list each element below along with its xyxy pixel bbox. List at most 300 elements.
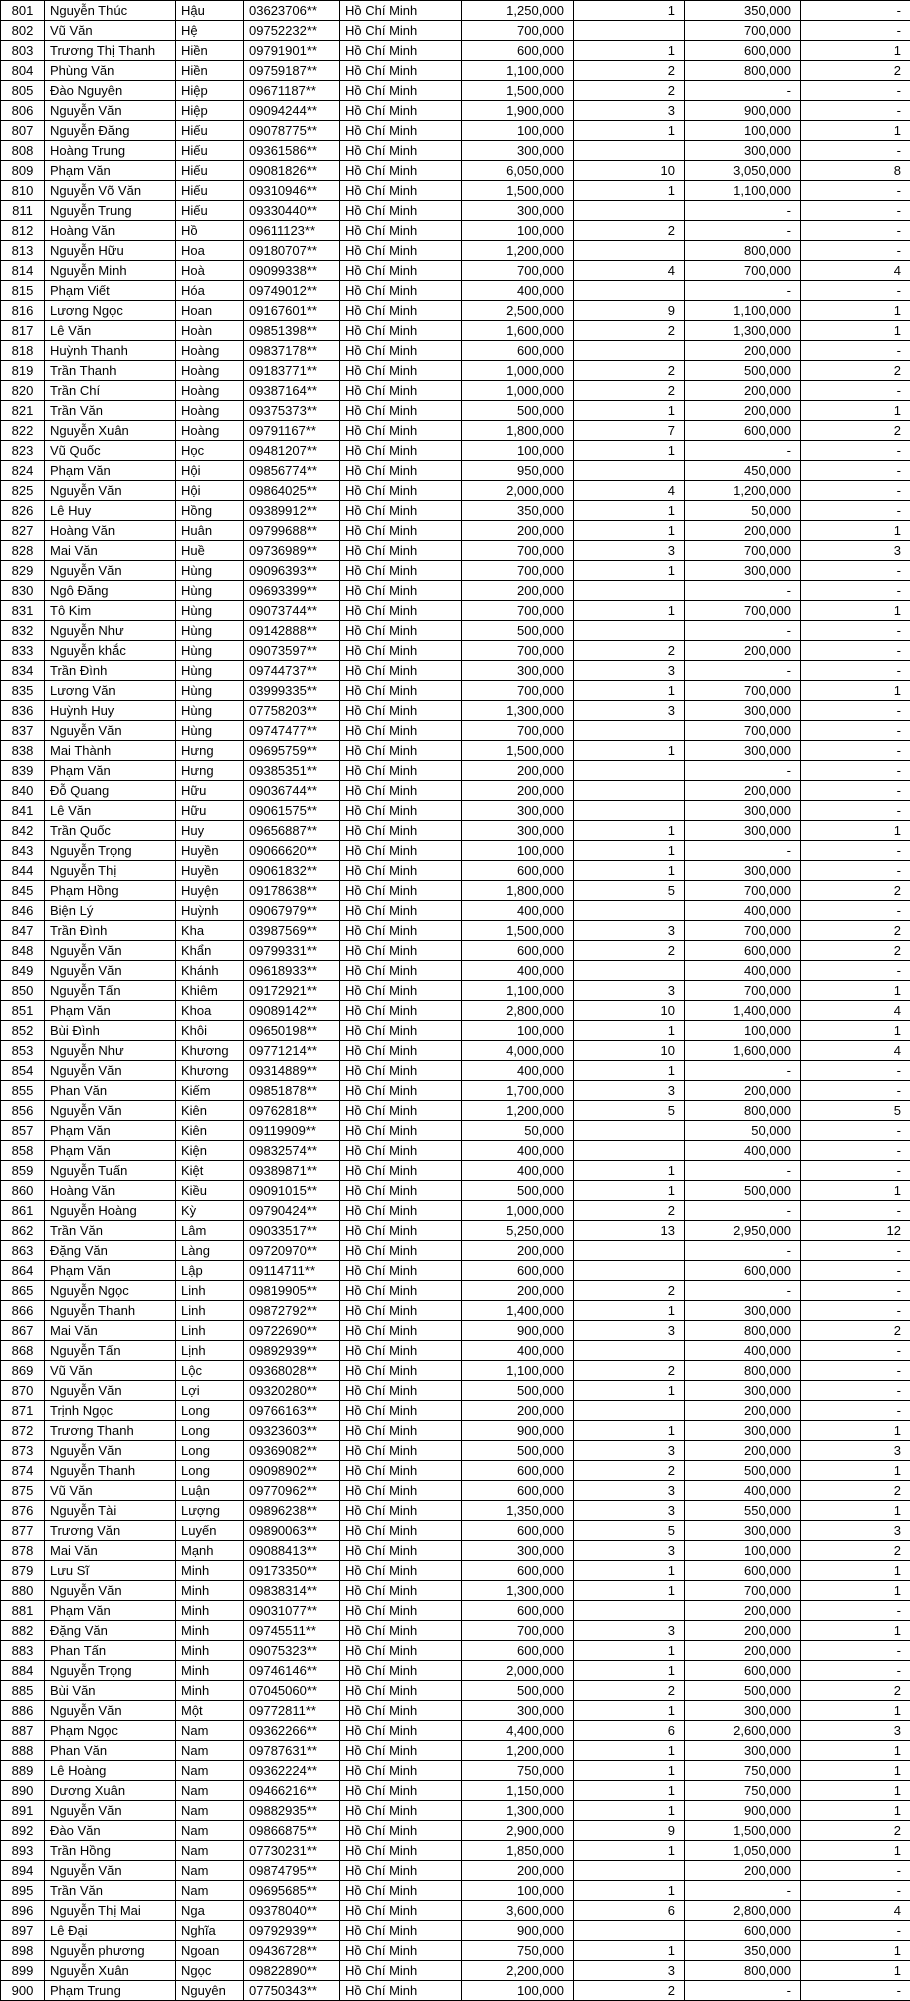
cell-paid-amount[interactable]: - — [685, 1201, 801, 1221]
cell-phone[interactable]: 09656887** — [244, 821, 340, 841]
cell-city[interactable]: Hồ Chí Minh — [340, 1461, 462, 1481]
cell-city[interactable]: Hồ Chí Minh — [340, 361, 462, 381]
cell-total-amount[interactable]: 2,900,000 — [462, 1821, 574, 1841]
cell-phone[interactable]: 09073597** — [244, 641, 340, 661]
cell-row-number[interactable]: 866 — [1, 1301, 45, 1321]
cell-count-1[interactable]: 1 — [574, 441, 685, 461]
cell-count-2[interactable]: - — [801, 1121, 910, 1141]
cell-phone[interactable]: 09091015** — [244, 1181, 340, 1201]
cell-first-name[interactable]: Kỳ — [176, 1201, 244, 1221]
cell-first-name[interactable]: Hùng — [176, 661, 244, 681]
cell-paid-amount[interactable]: - — [685, 1281, 801, 1301]
cell-city[interactable]: Hồ Chí Minh — [340, 1361, 462, 1381]
cell-paid-amount[interactable]: - — [685, 441, 801, 461]
cell-row-number[interactable]: 863 — [1, 1241, 45, 1261]
cell-count-2[interactable]: - — [801, 441, 910, 461]
cell-city[interactable]: Hồ Chí Minh — [340, 1, 462, 21]
cell-paid-amount[interactable]: 200,000 — [685, 641, 801, 661]
cell-paid-amount[interactable]: 500,000 — [685, 1181, 801, 1201]
cell-count-2[interactable]: - — [801, 1981, 910, 2001]
cell-city[interactable]: Hồ Chí Minh — [340, 1581, 462, 1601]
cell-last-name[interactable]: Trần Văn — [45, 1221, 176, 1241]
cell-city[interactable]: Hồ Chí Minh — [340, 1301, 462, 1321]
cell-first-name[interactable]: Hùng — [176, 601, 244, 621]
cell-last-name[interactable]: Huỳnh Huy — [45, 701, 176, 721]
cell-first-name[interactable]: Luận — [176, 1481, 244, 1501]
cell-row-number[interactable]: 886 — [1, 1701, 45, 1721]
cell-phone[interactable]: 09822890** — [244, 1961, 340, 1981]
cell-phone[interactable]: 09075323** — [244, 1641, 340, 1661]
cell-paid-amount[interactable]: 700,000 — [685, 1581, 801, 1601]
cell-city[interactable]: Hồ Chí Minh — [340, 981, 462, 1001]
cell-first-name[interactable]: Hùng — [176, 641, 244, 661]
cell-count-1[interactable]: 1 — [574, 681, 685, 701]
cell-city[interactable]: Hồ Chí Minh — [340, 761, 462, 781]
cell-paid-amount[interactable]: - — [685, 761, 801, 781]
cell-city[interactable]: Hồ Chí Minh — [340, 1681, 462, 1701]
cell-count-1[interactable]: 2 — [574, 1201, 685, 1221]
cell-row-number[interactable]: 847 — [1, 921, 45, 941]
cell-row-number[interactable]: 820 — [1, 381, 45, 401]
cell-paid-amount[interactable]: 200,000 — [685, 1621, 801, 1641]
cell-total-amount[interactable]: 600,000 — [462, 1481, 574, 1501]
cell-first-name[interactable]: Nam — [176, 1841, 244, 1861]
cell-first-name[interactable]: Huề — [176, 541, 244, 561]
cell-count-2[interactable]: - — [801, 961, 910, 981]
cell-count-1[interactable] — [574, 1141, 685, 1161]
cell-total-amount[interactable]: 2,200,000 — [462, 1961, 574, 1981]
cell-last-name[interactable]: Đặng Văn — [45, 1241, 176, 1261]
cell-count-1[interactable]: 1 — [574, 1561, 685, 1581]
cell-paid-amount[interactable]: 600,000 — [685, 1561, 801, 1581]
cell-city[interactable]: Hồ Chí Minh — [340, 1961, 462, 1981]
cell-count-2[interactable]: - — [801, 1241, 910, 1261]
cell-count-1[interactable]: 3 — [574, 981, 685, 1001]
cell-total-amount[interactable]: 200,000 — [462, 761, 574, 781]
cell-city[interactable]: Hồ Chí Minh — [340, 1841, 462, 1861]
cell-phone[interactable]: 07758203** — [244, 701, 340, 721]
cell-paid-amount[interactable]: 200,000 — [685, 1401, 801, 1421]
cell-count-2[interactable]: - — [801, 861, 910, 881]
cell-phone[interactable]: 09081826** — [244, 161, 340, 181]
cell-count-1[interactable]: 1 — [574, 1381, 685, 1401]
cell-total-amount[interactable]: 300,000 — [462, 201, 574, 221]
cell-phone[interactable]: 09896238** — [244, 1501, 340, 1521]
cell-last-name[interactable]: Nguyễn Ngọc — [45, 1281, 176, 1301]
cell-count-1[interactable]: 1 — [574, 601, 685, 621]
cell-paid-amount[interactable]: 750,000 — [685, 1781, 801, 1801]
cell-count-1[interactable]: 1 — [574, 861, 685, 881]
cell-row-number[interactable]: 884 — [1, 1661, 45, 1681]
cell-city[interactable]: Hồ Chí Minh — [340, 1981, 462, 2001]
cell-first-name[interactable]: Lượng — [176, 1501, 244, 1521]
cell-count-1[interactable] — [574, 341, 685, 361]
cell-paid-amount[interactable]: 300,000 — [685, 1741, 801, 1761]
cell-phone[interactable]: 09114711** — [244, 1261, 340, 1281]
cell-count-2[interactable]: 5 — [801, 1101, 910, 1121]
cell-row-number[interactable]: 897 — [1, 1921, 45, 1941]
cell-city[interactable]: Hồ Chí Minh — [340, 1421, 462, 1441]
cell-count-1[interactable] — [574, 721, 685, 741]
cell-paid-amount[interactable]: 1,050,000 — [685, 1841, 801, 1861]
cell-last-name[interactable]: Nguyễn Văn — [45, 561, 176, 581]
cell-total-amount[interactable]: 50,000 — [462, 1121, 574, 1141]
cell-last-name[interactable]: Trần Thanh — [45, 361, 176, 381]
cell-total-amount[interactable]: 500,000 — [462, 1181, 574, 1201]
cell-total-amount[interactable]: 600,000 — [462, 1641, 574, 1661]
cell-first-name[interactable]: Huyện — [176, 881, 244, 901]
cell-first-name[interactable]: Lịnh — [176, 1341, 244, 1361]
cell-count-1[interactable] — [574, 621, 685, 641]
cell-count-1[interactable]: 2 — [574, 941, 685, 961]
cell-total-amount[interactable]: 1,850,000 — [462, 1841, 574, 1861]
cell-first-name[interactable]: Hùng — [176, 621, 244, 641]
cell-first-name[interactable]: Hiền — [176, 61, 244, 81]
cell-total-amount[interactable]: 2,500,000 — [462, 301, 574, 321]
cell-count-1[interactable]: 3 — [574, 1321, 685, 1341]
cell-phone[interactable]: 09693399** — [244, 581, 340, 601]
cell-row-number[interactable]: 861 — [1, 1201, 45, 1221]
cell-last-name[interactable]: Nguyễn Tấn — [45, 1341, 176, 1361]
cell-paid-amount[interactable]: - — [685, 1981, 801, 2001]
cell-phone[interactable]: 09838314** — [244, 1581, 340, 1601]
cell-row-number[interactable]: 837 — [1, 721, 45, 741]
cell-phone[interactable]: 09172921** — [244, 981, 340, 1001]
cell-count-2[interactable]: 2 — [801, 361, 910, 381]
cell-last-name[interactable]: Nguyễn Văn — [45, 101, 176, 121]
cell-last-name[interactable]: Biện Lý — [45, 901, 176, 921]
cell-count-2[interactable]: 3 — [801, 1721, 910, 1741]
cell-row-number[interactable]: 815 — [1, 281, 45, 301]
cell-paid-amount[interactable]: 200,000 — [685, 1601, 801, 1621]
cell-first-name[interactable]: Học — [176, 441, 244, 461]
cell-phone[interactable]: 09851878** — [244, 1081, 340, 1101]
cell-city[interactable]: Hồ Chí Minh — [340, 661, 462, 681]
cell-first-name[interactable]: Hệ — [176, 21, 244, 41]
cell-total-amount[interactable]: 600,000 — [462, 1601, 574, 1621]
cell-city[interactable]: Hồ Chí Minh — [340, 1061, 462, 1081]
cell-phone[interactable]: 09481207** — [244, 441, 340, 461]
cell-row-number[interactable]: 808 — [1, 141, 45, 161]
cell-count-2[interactable]: - — [801, 21, 910, 41]
cell-total-amount[interactable]: 300,000 — [462, 1541, 574, 1561]
cell-count-2[interactable]: - — [801, 721, 910, 741]
cell-paid-amount[interactable]: 700,000 — [685, 881, 801, 901]
cell-city[interactable]: Hồ Chí Minh — [340, 461, 462, 481]
cell-first-name[interactable]: Hóa — [176, 281, 244, 301]
cell-paid-amount[interactable]: 50,000 — [685, 501, 801, 521]
cell-city[interactable]: Hồ Chí Minh — [340, 341, 462, 361]
cell-phone[interactable]: 09387164** — [244, 381, 340, 401]
cell-paid-amount[interactable]: 100,000 — [685, 1021, 801, 1041]
cell-count-1[interactable]: 1 — [574, 1781, 685, 1801]
cell-phone[interactable]: 09856774** — [244, 461, 340, 481]
cell-paid-amount[interactable]: - — [685, 201, 801, 221]
cell-first-name[interactable]: Khôi — [176, 1021, 244, 1041]
cell-city[interactable]: Hồ Chí Minh — [340, 1821, 462, 1841]
cell-row-number[interactable]: 865 — [1, 1281, 45, 1301]
cell-first-name[interactable]: Hoàng — [176, 401, 244, 421]
cell-count-2[interactable]: 4 — [801, 1001, 910, 1021]
cell-last-name[interactable]: Vũ Văn — [45, 1361, 176, 1381]
cell-phone[interactable]: 09330440** — [244, 201, 340, 221]
cell-last-name[interactable]: Trương Thị Thanh — [45, 41, 176, 61]
cell-city[interactable]: Hồ Chí Minh — [340, 1081, 462, 1101]
cell-last-name[interactable]: Trần Chí — [45, 381, 176, 401]
cell-count-1[interactable]: 1 — [574, 1, 685, 21]
cell-first-name[interactable]: Hoà — [176, 261, 244, 281]
cell-paid-amount[interactable]: 700,000 — [685, 681, 801, 701]
cell-phone[interactable]: 09722690** — [244, 1321, 340, 1341]
cell-paid-amount[interactable]: 700,000 — [685, 981, 801, 1001]
cell-city[interactable]: Hồ Chí Minh — [340, 1281, 462, 1301]
cell-first-name[interactable]: Nam — [176, 1881, 244, 1901]
cell-count-1[interactable]: 13 — [574, 1221, 685, 1241]
cell-city[interactable]: Hồ Chí Minh — [340, 421, 462, 441]
cell-count-1[interactable]: 3 — [574, 921, 685, 941]
cell-phone[interactable]: 09890063** — [244, 1521, 340, 1541]
cell-row-number[interactable]: 821 — [1, 401, 45, 421]
cell-paid-amount[interactable]: 300,000 — [685, 1701, 801, 1721]
cell-count-1[interactable] — [574, 1861, 685, 1881]
cell-phone[interactable]: 09096393** — [244, 561, 340, 581]
cell-count-1[interactable]: 3 — [574, 1501, 685, 1521]
cell-last-name[interactable]: Nguyễn Trọng — [45, 1661, 176, 1681]
cell-total-amount[interactable]: 700,000 — [462, 541, 574, 561]
cell-total-amount[interactable]: 400,000 — [462, 901, 574, 921]
cell-first-name[interactable]: Hoàng — [176, 341, 244, 361]
cell-first-name[interactable]: Hiếu — [176, 121, 244, 141]
cell-first-name[interactable]: Hoa — [176, 241, 244, 261]
cell-first-name[interactable]: Làng — [176, 1241, 244, 1261]
cell-last-name[interactable]: Nguyễn Võ Văn — [45, 181, 176, 201]
cell-city[interactable]: Hồ Chí Minh — [340, 161, 462, 181]
cell-count-2[interactable]: - — [801, 141, 910, 161]
cell-first-name[interactable]: Hiền — [176, 41, 244, 61]
cell-count-2[interactable]: - — [801, 1141, 910, 1161]
cell-city[interactable]: Hồ Chí Minh — [340, 521, 462, 541]
cell-city[interactable]: Hồ Chí Minh — [340, 1781, 462, 1801]
cell-phone[interactable]: 09073744** — [244, 601, 340, 621]
cell-paid-amount[interactable]: 2,950,000 — [685, 1221, 801, 1241]
cell-total-amount[interactable]: 200,000 — [462, 581, 574, 601]
cell-city[interactable]: Hồ Chí Minh — [340, 1641, 462, 1661]
cell-last-name[interactable]: Hoàng Trung — [45, 141, 176, 161]
cell-count-1[interactable]: 3 — [574, 701, 685, 721]
cell-row-number[interactable]: 832 — [1, 621, 45, 641]
cell-phone[interactable]: 09031077** — [244, 1601, 340, 1621]
cell-last-name[interactable]: Hoàng Văn — [45, 521, 176, 541]
cell-total-amount[interactable]: 200,000 — [462, 781, 574, 801]
cell-total-amount[interactable]: 400,000 — [462, 281, 574, 301]
cell-phone[interactable]: 09744737** — [244, 661, 340, 681]
cell-phone[interactable]: 09695685** — [244, 1881, 340, 1901]
cell-total-amount[interactable]: 1,100,000 — [462, 981, 574, 1001]
cell-count-2[interactable]: - — [801, 1161, 910, 1181]
cell-city[interactable]: Hồ Chí Minh — [340, 181, 462, 201]
cell-total-amount[interactable]: 200,000 — [462, 1401, 574, 1421]
cell-count-2[interactable]: - — [801, 221, 910, 241]
cell-paid-amount[interactable]: 200,000 — [685, 341, 801, 361]
cell-row-number[interactable]: 803 — [1, 41, 45, 61]
cell-count-1[interactable] — [574, 1341, 685, 1361]
cell-count-1[interactable]: 2 — [574, 361, 685, 381]
cell-total-amount[interactable]: 500,000 — [462, 1441, 574, 1461]
cell-last-name[interactable]: Bùi Văn — [45, 1681, 176, 1701]
cell-row-number[interactable]: 839 — [1, 761, 45, 781]
cell-count-2[interactable]: - — [801, 341, 910, 361]
cell-last-name[interactable]: Lưu Sĩ — [45, 1561, 176, 1581]
cell-row-number[interactable]: 834 — [1, 661, 45, 681]
cell-row-number[interactable]: 874 — [1, 1461, 45, 1481]
cell-last-name[interactable]: Trần Hồng — [45, 1841, 176, 1861]
cell-total-amount[interactable]: 600,000 — [462, 941, 574, 961]
cell-row-number[interactable]: 849 — [1, 961, 45, 981]
cell-count-2[interactable]: - — [801, 101, 910, 121]
cell-row-number[interactable]: 842 — [1, 821, 45, 841]
cell-city[interactable]: Hồ Chí Minh — [340, 1521, 462, 1541]
cell-first-name[interactable]: Hưng — [176, 741, 244, 761]
cell-city[interactable]: Hồ Chí Minh — [340, 81, 462, 101]
cell-first-name[interactable]: Hội — [176, 461, 244, 481]
cell-last-name[interactable]: Đào Nguyên — [45, 81, 176, 101]
cell-count-2[interactable]: - — [801, 1401, 910, 1421]
cell-total-amount[interactable]: 1,400,000 — [462, 1301, 574, 1321]
cell-count-2[interactable]: - — [801, 781, 910, 801]
cell-total-amount[interactable]: 400,000 — [462, 1141, 574, 1161]
cell-count-1[interactable]: 1 — [574, 1301, 685, 1321]
cell-first-name[interactable]: Luyến — [176, 1521, 244, 1541]
cell-paid-amount[interactable]: 300,000 — [685, 1381, 801, 1401]
cell-phone[interactable]: 09067979** — [244, 901, 340, 921]
cell-first-name[interactable]: Linh — [176, 1301, 244, 1321]
cell-row-number[interactable]: 870 — [1, 1381, 45, 1401]
cell-count-1[interactable]: 5 — [574, 1521, 685, 1541]
cell-phone[interactable]: 09720970** — [244, 1241, 340, 1261]
cell-phone[interactable]: 09362224** — [244, 1761, 340, 1781]
cell-count-2[interactable]: - — [801, 1301, 910, 1321]
cell-count-2[interactable]: 1 — [801, 1621, 910, 1641]
cell-city[interactable]: Hồ Chí Minh — [340, 241, 462, 261]
cell-total-amount[interactable]: 1,200,000 — [462, 1101, 574, 1121]
cell-count-1[interactable]: 1 — [574, 1841, 685, 1861]
cell-total-amount[interactable]: 950,000 — [462, 461, 574, 481]
cell-phone[interactable]: 09866875** — [244, 1821, 340, 1841]
cell-last-name[interactable]: Hoàng Văn — [45, 1181, 176, 1201]
cell-total-amount[interactable]: 1,200,000 — [462, 241, 574, 261]
cell-row-number[interactable]: 860 — [1, 1181, 45, 1201]
cell-paid-amount[interactable]: 100,000 — [685, 121, 801, 141]
cell-count-2[interactable]: 4 — [801, 1041, 910, 1061]
cell-last-name[interactable]: Phạm Văn — [45, 1001, 176, 1021]
cell-last-name[interactable]: Đào Văn — [45, 1821, 176, 1841]
cell-row-number[interactable]: 841 — [1, 801, 45, 821]
cell-first-name[interactable]: Minh — [176, 1561, 244, 1581]
cell-total-amount[interactable]: 400,000 — [462, 961, 574, 981]
cell-total-amount[interactable]: 1,150,000 — [462, 1781, 574, 1801]
cell-total-amount[interactable]: 600,000 — [462, 41, 574, 61]
cell-row-number[interactable]: 823 — [1, 441, 45, 461]
cell-first-name[interactable]: Minh — [176, 1681, 244, 1701]
cell-first-name[interactable]: Long — [176, 1421, 244, 1441]
cell-count-1[interactable]: 7 — [574, 421, 685, 441]
cell-count-2[interactable]: 1 — [801, 521, 910, 541]
cell-paid-amount[interactable]: 750,000 — [685, 1761, 801, 1781]
cell-first-name[interactable]: Nam — [176, 1741, 244, 1761]
cell-first-name[interactable]: Hưng — [176, 761, 244, 781]
cell-paid-amount[interactable]: 800,000 — [685, 241, 801, 261]
cell-city[interactable]: Hồ Chí Minh — [340, 21, 462, 41]
cell-city[interactable]: Hồ Chí Minh — [340, 1741, 462, 1761]
cell-count-1[interactable]: 1 — [574, 1581, 685, 1601]
cell-first-name[interactable]: Hữu — [176, 801, 244, 821]
cell-last-name[interactable]: Vũ Quốc — [45, 441, 176, 461]
cell-count-2[interactable]: - — [801, 1601, 910, 1621]
cell-first-name[interactable]: Hùng — [176, 681, 244, 701]
cell-last-name[interactable]: Phạm Văn — [45, 1601, 176, 1621]
cell-count-1[interactable]: 1 — [574, 41, 685, 61]
cell-phone[interactable]: 09762818** — [244, 1101, 340, 1121]
cell-count-2[interactable]: 2 — [801, 1681, 910, 1701]
cell-paid-amount[interactable]: 100,000 — [685, 1541, 801, 1561]
cell-count-1[interactable]: 9 — [574, 1821, 685, 1841]
cell-paid-amount[interactable]: 700,000 — [685, 541, 801, 561]
cell-row-number[interactable]: 852 — [1, 1021, 45, 1041]
cell-row-number[interactable]: 893 — [1, 1841, 45, 1861]
cell-total-amount[interactable]: 300,000 — [462, 821, 574, 841]
cell-phone[interactable]: 09799331** — [244, 941, 340, 961]
cell-phone[interactable]: 09173350** — [244, 1561, 340, 1581]
cell-phone[interactable]: 09790424** — [244, 1201, 340, 1221]
cell-paid-amount[interactable]: - — [685, 221, 801, 241]
cell-row-number[interactable]: 828 — [1, 541, 45, 561]
cell-paid-amount[interactable]: 300,000 — [685, 141, 801, 161]
cell-paid-amount[interactable]: 200,000 — [685, 1861, 801, 1881]
cell-last-name[interactable]: Nguyễn Đăng — [45, 121, 176, 141]
cell-first-name[interactable]: Hoàng — [176, 421, 244, 441]
cell-last-name[interactable]: Nguyễn khắc — [45, 641, 176, 661]
cell-total-amount[interactable]: 1,200,000 — [462, 1741, 574, 1761]
cell-row-number[interactable]: 894 — [1, 1861, 45, 1881]
cell-city[interactable]: Hồ Chí Minh — [340, 501, 462, 521]
cell-city[interactable]: Hồ Chí Minh — [340, 1221, 462, 1241]
cell-count-2[interactable]: 1 — [801, 1961, 910, 1981]
cell-paid-amount[interactable]: 550,000 — [685, 1501, 801, 1521]
cell-total-amount[interactable]: 600,000 — [462, 1461, 574, 1481]
cell-first-name[interactable]: Hiệp — [176, 101, 244, 121]
cell-first-name[interactable]: Nam — [176, 1721, 244, 1741]
cell-count-1[interactable] — [574, 141, 685, 161]
cell-first-name[interactable]: Minh — [176, 1641, 244, 1661]
cell-city[interactable]: Hồ Chí Minh — [340, 641, 462, 661]
cell-phone[interactable]: 09747477** — [244, 721, 340, 741]
cell-phone[interactable]: 09799688** — [244, 521, 340, 541]
cell-count-1[interactable]: 3 — [574, 1481, 685, 1501]
cell-count-1[interactable]: 2 — [574, 321, 685, 341]
cell-paid-amount[interactable]: 500,000 — [685, 1681, 801, 1701]
cell-first-name[interactable]: Kiên — [176, 1101, 244, 1121]
cell-count-2[interactable]: - — [801, 1081, 910, 1101]
cell-row-number[interactable]: 877 — [1, 1521, 45, 1541]
cell-row-number[interactable]: 811 — [1, 201, 45, 221]
cell-count-2[interactable]: 1 — [801, 601, 910, 621]
cell-phone[interactable]: 09088413** — [244, 1541, 340, 1561]
cell-last-name[interactable]: Nguyễn Văn — [45, 1801, 176, 1821]
cell-total-amount[interactable]: 1,100,000 — [462, 61, 574, 81]
cell-paid-amount[interactable]: 400,000 — [685, 1341, 801, 1361]
cell-paid-amount[interactable]: 600,000 — [685, 1661, 801, 1681]
cell-city[interactable]: Hồ Chí Minh — [340, 1181, 462, 1201]
